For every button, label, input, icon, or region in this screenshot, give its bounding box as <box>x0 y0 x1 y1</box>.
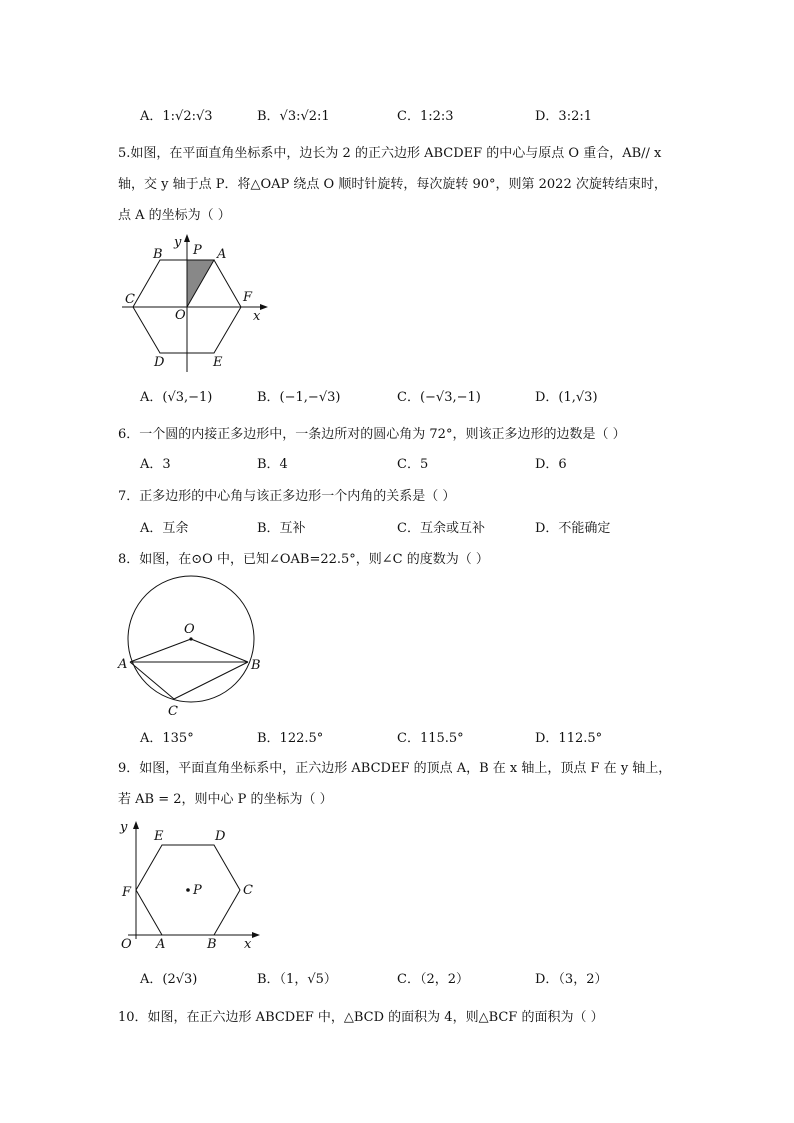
q9-hexagon-figure <box>116 815 266 955</box>
q8-chord-ac <box>130 662 174 699</box>
q9-label-x: x <box>244 937 252 952</box>
q10-stem: 10．如图，在正六边形 ABCDEF 中，△BCD 的面积为 4，则△BCF 的面积为（ ） <box>118 1010 604 1025</box>
q9-option-b: B．（1，√5） <box>257 972 337 987</box>
q5-stem-line3: 点 A 的坐标为（ ） <box>118 208 231 223</box>
q7-stem: 7．正多边形的中心角与该正多边形一个内角的关系是（ ） <box>118 489 456 504</box>
q9-label-b: B <box>207 937 217 952</box>
q8-radius-ob <box>191 639 248 662</box>
q6-option-c: C．5 <box>397 457 429 472</box>
q4-option-c: C．1:2:3 <box>397 109 454 124</box>
q5-label-f: F <box>243 290 253 305</box>
q9-y-arrow <box>133 821 139 829</box>
q9-x-arrow <box>252 932 260 938</box>
q5-stem-line1: 5.如图，在平面直角坐标系中，边长为 2 的正六边形 ABCDEF 的中心与原点 O 重合，AB// x <box>118 146 662 161</box>
q6-option-b: B．4 <box>257 457 288 472</box>
q5-label-b: B <box>153 247 163 262</box>
q5-label-p: P <box>193 243 202 258</box>
q8-stem: 8．如图，在⊙O 中，已知∠OAB=22.5°，则∠C 的度数为（ ） <box>118 552 489 567</box>
q8-chord-bc <box>174 662 248 699</box>
q8-option-b: B．122.5° <box>257 731 324 746</box>
q5-label-d: D <box>154 355 165 370</box>
q5-label-x: x <box>253 309 261 324</box>
q7-option-b: B．互补 <box>257 521 306 536</box>
q6-option-a: A．3 <box>140 457 171 472</box>
q9-label-f: F <box>122 885 132 900</box>
q8-center-dot <box>189 637 192 640</box>
q8-label-o: O <box>184 622 195 637</box>
q8-circle-figure <box>116 572 266 722</box>
q8-option-a: A．135° <box>140 731 194 746</box>
q5-label-e: E <box>213 355 223 370</box>
q7-options <box>140 519 700 539</box>
q9-stem-line2: 若 AB = 2，则中心 P 的坐标为（ ） <box>118 792 333 807</box>
q8-options <box>140 729 700 749</box>
q8-label-a: A <box>118 657 128 672</box>
q4-option-b: B．√3:√2:1 <box>257 109 330 124</box>
q7-option-d: D．不能确定 <box>535 521 611 536</box>
q4-option-a: A．1:√2:√3 <box>140 109 213 124</box>
q9-label-a: A <box>156 937 166 952</box>
q5-label-y: y <box>174 235 182 250</box>
q5-option-b: B．(−1,−√3) <box>257 390 341 405</box>
q5-options <box>140 388 700 408</box>
q5-option-c: C．(−√3,−1) <box>397 390 481 405</box>
q9-label-d: D <box>215 829 226 844</box>
q5-label-o: O <box>175 308 186 323</box>
q8-option-c: C．115.5° <box>397 731 464 746</box>
q5-stem-line2: 轴，交 y 轴于点 P．将△OAP 绕点 O 顺时针旋转，每次旋转 90°，则第 2022 次旋转结束时， <box>118 177 667 192</box>
q9-center-dot <box>186 888 190 892</box>
q6-options <box>140 455 700 475</box>
q4-options <box>140 107 700 127</box>
q6-stem: 6．一个圆的内接正多边形中，一条边所对的圆心角为 72°，则该正多边形的边数是（ ） <box>118 427 626 442</box>
q5-shaded-triangle <box>187 260 214 307</box>
q8-radius-oa <box>130 639 191 662</box>
q9-label-e: E <box>154 829 164 844</box>
q9-option-d: D．（3，2） <box>535 972 608 987</box>
q7-option-c: C．互余或互补 <box>397 521 485 536</box>
q5-x-arrow <box>260 304 268 310</box>
q5-option-d: D．(1,√3) <box>535 390 598 405</box>
q8-label-b: B <box>251 658 261 673</box>
q9-option-a: A．(2√3) <box>140 972 198 987</box>
q9-label-y: y <box>120 820 128 835</box>
q7-option-a: A．互余 <box>140 521 189 536</box>
q9-stem-line1: 9．如图，平面直角坐标系中，正六边形 ABCDEF 的顶点 A，B 在 x 轴上，顶点 F 在 y 轴上， <box>118 761 672 776</box>
q9-label-c: C <box>243 883 253 898</box>
q5-hexagon-figure <box>118 232 278 377</box>
q6-option-d: D．6 <box>535 457 567 472</box>
q9-options <box>140 970 700 990</box>
q8-label-c: C <box>168 704 178 719</box>
q5-option-a: A．(√3,−1) <box>140 390 213 405</box>
q5-y-arrow <box>184 234 190 242</box>
q8-option-d: D．112.5° <box>535 731 603 746</box>
q4-option-d: D．3:2:1 <box>535 109 592 124</box>
q5-label-c: C <box>125 292 135 307</box>
q9-option-c: C．（2，2） <box>397 972 469 987</box>
q9-label-o: O <box>121 937 132 952</box>
q9-label-p: P <box>193 883 202 898</box>
q5-label-a: A <box>217 247 227 262</box>
